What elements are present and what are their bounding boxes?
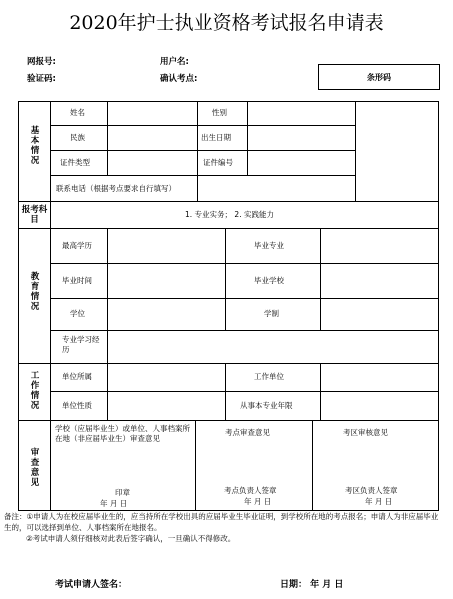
basic-section-label: 基本情况 bbox=[30, 126, 40, 166]
highest-degree-label: 最高学历 bbox=[62, 241, 92, 250]
ethnicity-label: 民族 bbox=[70, 133, 85, 142]
date1-label: 年 月 日 bbox=[100, 499, 128, 508]
duration-label: 学制 bbox=[264, 309, 279, 318]
birthdate-label: 出生日期 bbox=[201, 133, 231, 142]
user-name-label: 用户名: bbox=[160, 57, 189, 67]
unit-nature-label: 单位性质 bbox=[62, 401, 92, 410]
gender-label: 性别 bbox=[212, 108, 227, 117]
site-sign-label: 考点负责人签章 bbox=[224, 486, 277, 495]
district-opinion-label: 考区审核意见 bbox=[343, 428, 388, 437]
barcode-box bbox=[318, 64, 440, 90]
barcode-label: 条形码 bbox=[367, 72, 391, 82]
seal-label: 印章 bbox=[115, 488, 130, 497]
id-number-label: 证件编号 bbox=[203, 158, 233, 167]
id-type-label: 证件类型 bbox=[60, 158, 90, 167]
subjects-value: 1. 专业实务； 2. 实践能力 bbox=[185, 210, 274, 219]
phone-label: 联系电话（根据考点要求自行填写） bbox=[56, 184, 176, 193]
confirm-site-label: 确认考点: bbox=[160, 74, 198, 84]
subjects-section-label: 报考科目 bbox=[21, 205, 48, 225]
date3-label: 年 月 日 bbox=[365, 497, 393, 506]
degree-label: 学位 bbox=[70, 309, 85, 318]
grad-time-label: 毕业时间 bbox=[62, 276, 92, 285]
note-line-2: ②考试申请人须仔细核对此表后签字确认，一旦确认不得修改。 bbox=[26, 534, 236, 543]
years-label: 从事本专业年限 bbox=[240, 401, 293, 410]
school-label: 毕业学校 bbox=[254, 276, 284, 285]
page-title: 2020年护士执业资格考试报名申请表 bbox=[69, 12, 384, 34]
work-unit-label: 工作单位 bbox=[254, 372, 284, 381]
username-no-label: 网报号: bbox=[27, 57, 56, 67]
date2-label: 年 月 日 bbox=[244, 497, 272, 506]
name-label: 姓名 bbox=[70, 108, 85, 117]
review-section-label: 审查意见 bbox=[30, 448, 40, 488]
education-section-label: 教育情况 bbox=[30, 272, 40, 312]
work-section-label: 工作情况 bbox=[30, 371, 40, 411]
site-opinion-label: 考点审查意见 bbox=[225, 428, 270, 437]
verify-code-label: 验证码: bbox=[27, 74, 56, 84]
date-label: 日期： 年 月 日 bbox=[280, 580, 344, 590]
notes-block bbox=[4, 511, 444, 544]
major-label: 毕业专业 bbox=[254, 241, 284, 250]
study-history-label: 专业学习经历 bbox=[62, 335, 100, 354]
school-opinion-label: 学校（应届毕业生）或单位、人事档案所在地（非应届毕业生）审查意见 bbox=[55, 424, 190, 443]
signature-label: 考试申请人签名： bbox=[55, 580, 128, 590]
note-line-1: 备注：①申请人为在校应届毕业生的，应当持所在学校出具的应届毕业生毕业证明，到学校所在地的考点报名；申请人为非应届毕业生的，可以选择到单位、人事档案所在地报名。 bbox=[4, 512, 439, 532]
unit-affiliation-label: 单位所属 bbox=[62, 372, 92, 381]
district-sign-label: 考区负责人签章 bbox=[345, 486, 398, 495]
